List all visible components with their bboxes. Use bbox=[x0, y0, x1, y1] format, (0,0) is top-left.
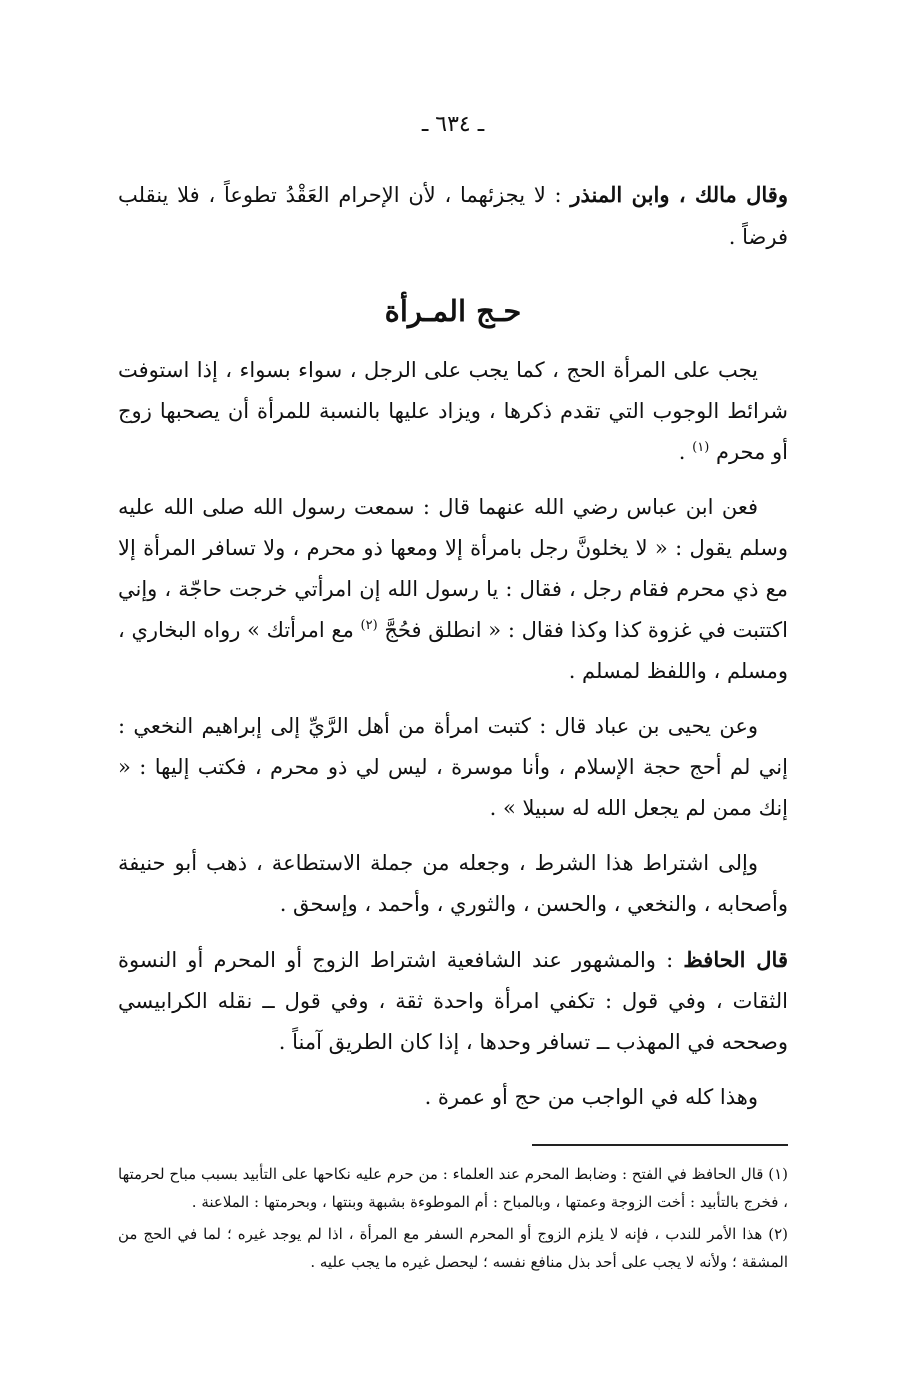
section-heading: حـج المـرأة bbox=[384, 294, 522, 328]
footnote-ref-2: (٢) bbox=[360, 618, 378, 633]
paragraph-1-text: يجب على المرأة الحج ، كما يجب على الرجل ، سواء بسواء ، إذا استوفت شرائط الوجوب التي تقدم ذكرها ، ويزاد عليها بالنسبة للمرأة أن يصحبها زوج أو محرم bbox=[118, 358, 788, 464]
paragraph-4: وإلى اشتراط هذا الشرط ، وجعله من جملة الاستطاعة ، ذهب أبو حنيفة وأصحابه ، والنخعي ، والحسن ، والثوري ، وأحمد ، وإسحق . bbox=[118, 851, 788, 916]
page-number: ـ ٦٣٤ ـ bbox=[421, 112, 485, 137]
paragraph-2 bbox=[118, 487, 788, 692]
footnote-divider bbox=[532, 1144, 788, 1146]
intro-text: : لا يجزئهما ، لأن الإحرام العَقْدُ تطوعاً ، فلا ينقلب فرضاً . bbox=[118, 183, 788, 249]
footnote-2: (٢) هذا الأمر للندب ، فإنه لا يلزم الزوج أو المحرم السفر مع المرأة ، اذا لم يوجد غيره ؛ لما في الحج من المشقة ؛ ولأنه لا يجب على أحد بذل منافع نفسه ؛ ليحصل غيره ما يجب عليه . bbox=[118, 1225, 788, 1271]
paragraph-3: وعن يحيى بن عباد قال : كتبت امرأة من أهل الرَّيِّ إلى إبراهيم النخعي : إني لم أحج حجة الإسلام ، وأنا موسرة ، ليس لي ذو محرم ، فكتب إليها : « إنك ممن لم يجعل الله له سبيلا » . bbox=[118, 714, 788, 820]
paragraph-6: وهذا كله في الواجب من حج أو عمرة . bbox=[424, 1085, 758, 1109]
footnote-1: (١) قال الحافظ في الفتح : وضابط المحرم عند العلماء : من حرم عليه نكاحها على التأبيد بسبب مباح لحرمتها ، فخرج بالتأبيد : أخت الزوجة وعمتها ، وبالمباح : أم الموطوءة بشبهة وبنتها ، وبحرمتها : الملاعنة . bbox=[118, 1165, 788, 1211]
footnote-ref-1: (١) bbox=[692, 440, 710, 455]
paragraph-2-text-a: فعن ابن عباس رضي الله عنهما قال : سمعت رسول الله صلى الله عليه وسلم يقول : « لا يخلونَّ رجل بامرأة إلا ومعها ذو محرم ، ولا تسافر المرأة إلا مع ذي محرم فقام رجل ، فقال : يا رسول الله إن امرأتي خرجت حاجّة ، وإني اكتتبت في غزوة كذا وكذا فقال : « انطلق فحُجَّ bbox=[118, 495, 788, 642]
intro-bold: وقال مالك ، وابن المنذر bbox=[570, 182, 788, 207]
paragraph-2-text-b: مع امرأتك » رواه البخاري ، ومسلم ، واللفظ لمسلم . bbox=[118, 618, 788, 683]
paragraph-5 bbox=[118, 939, 788, 1063]
paragraph-5-bold: قال الحافظ bbox=[683, 947, 788, 972]
paragraph-1 bbox=[118, 350, 788, 473]
paragraph-5-text: : والمشهور عند الشافعية اشتراط الزوج أو المحرم أو النسوة الثقات ، وفي قول : تكفي امرأة واحدة ثقة ، وفي قول ــ نقله الكرابيسي وصححه في المهذب ــ تسافر وحدها ، إذا كان الطريق آمناً . bbox=[118, 948, 788, 1054]
intro-paragraph bbox=[118, 174, 788, 258]
paragraph-1-end: . bbox=[678, 440, 693, 464]
